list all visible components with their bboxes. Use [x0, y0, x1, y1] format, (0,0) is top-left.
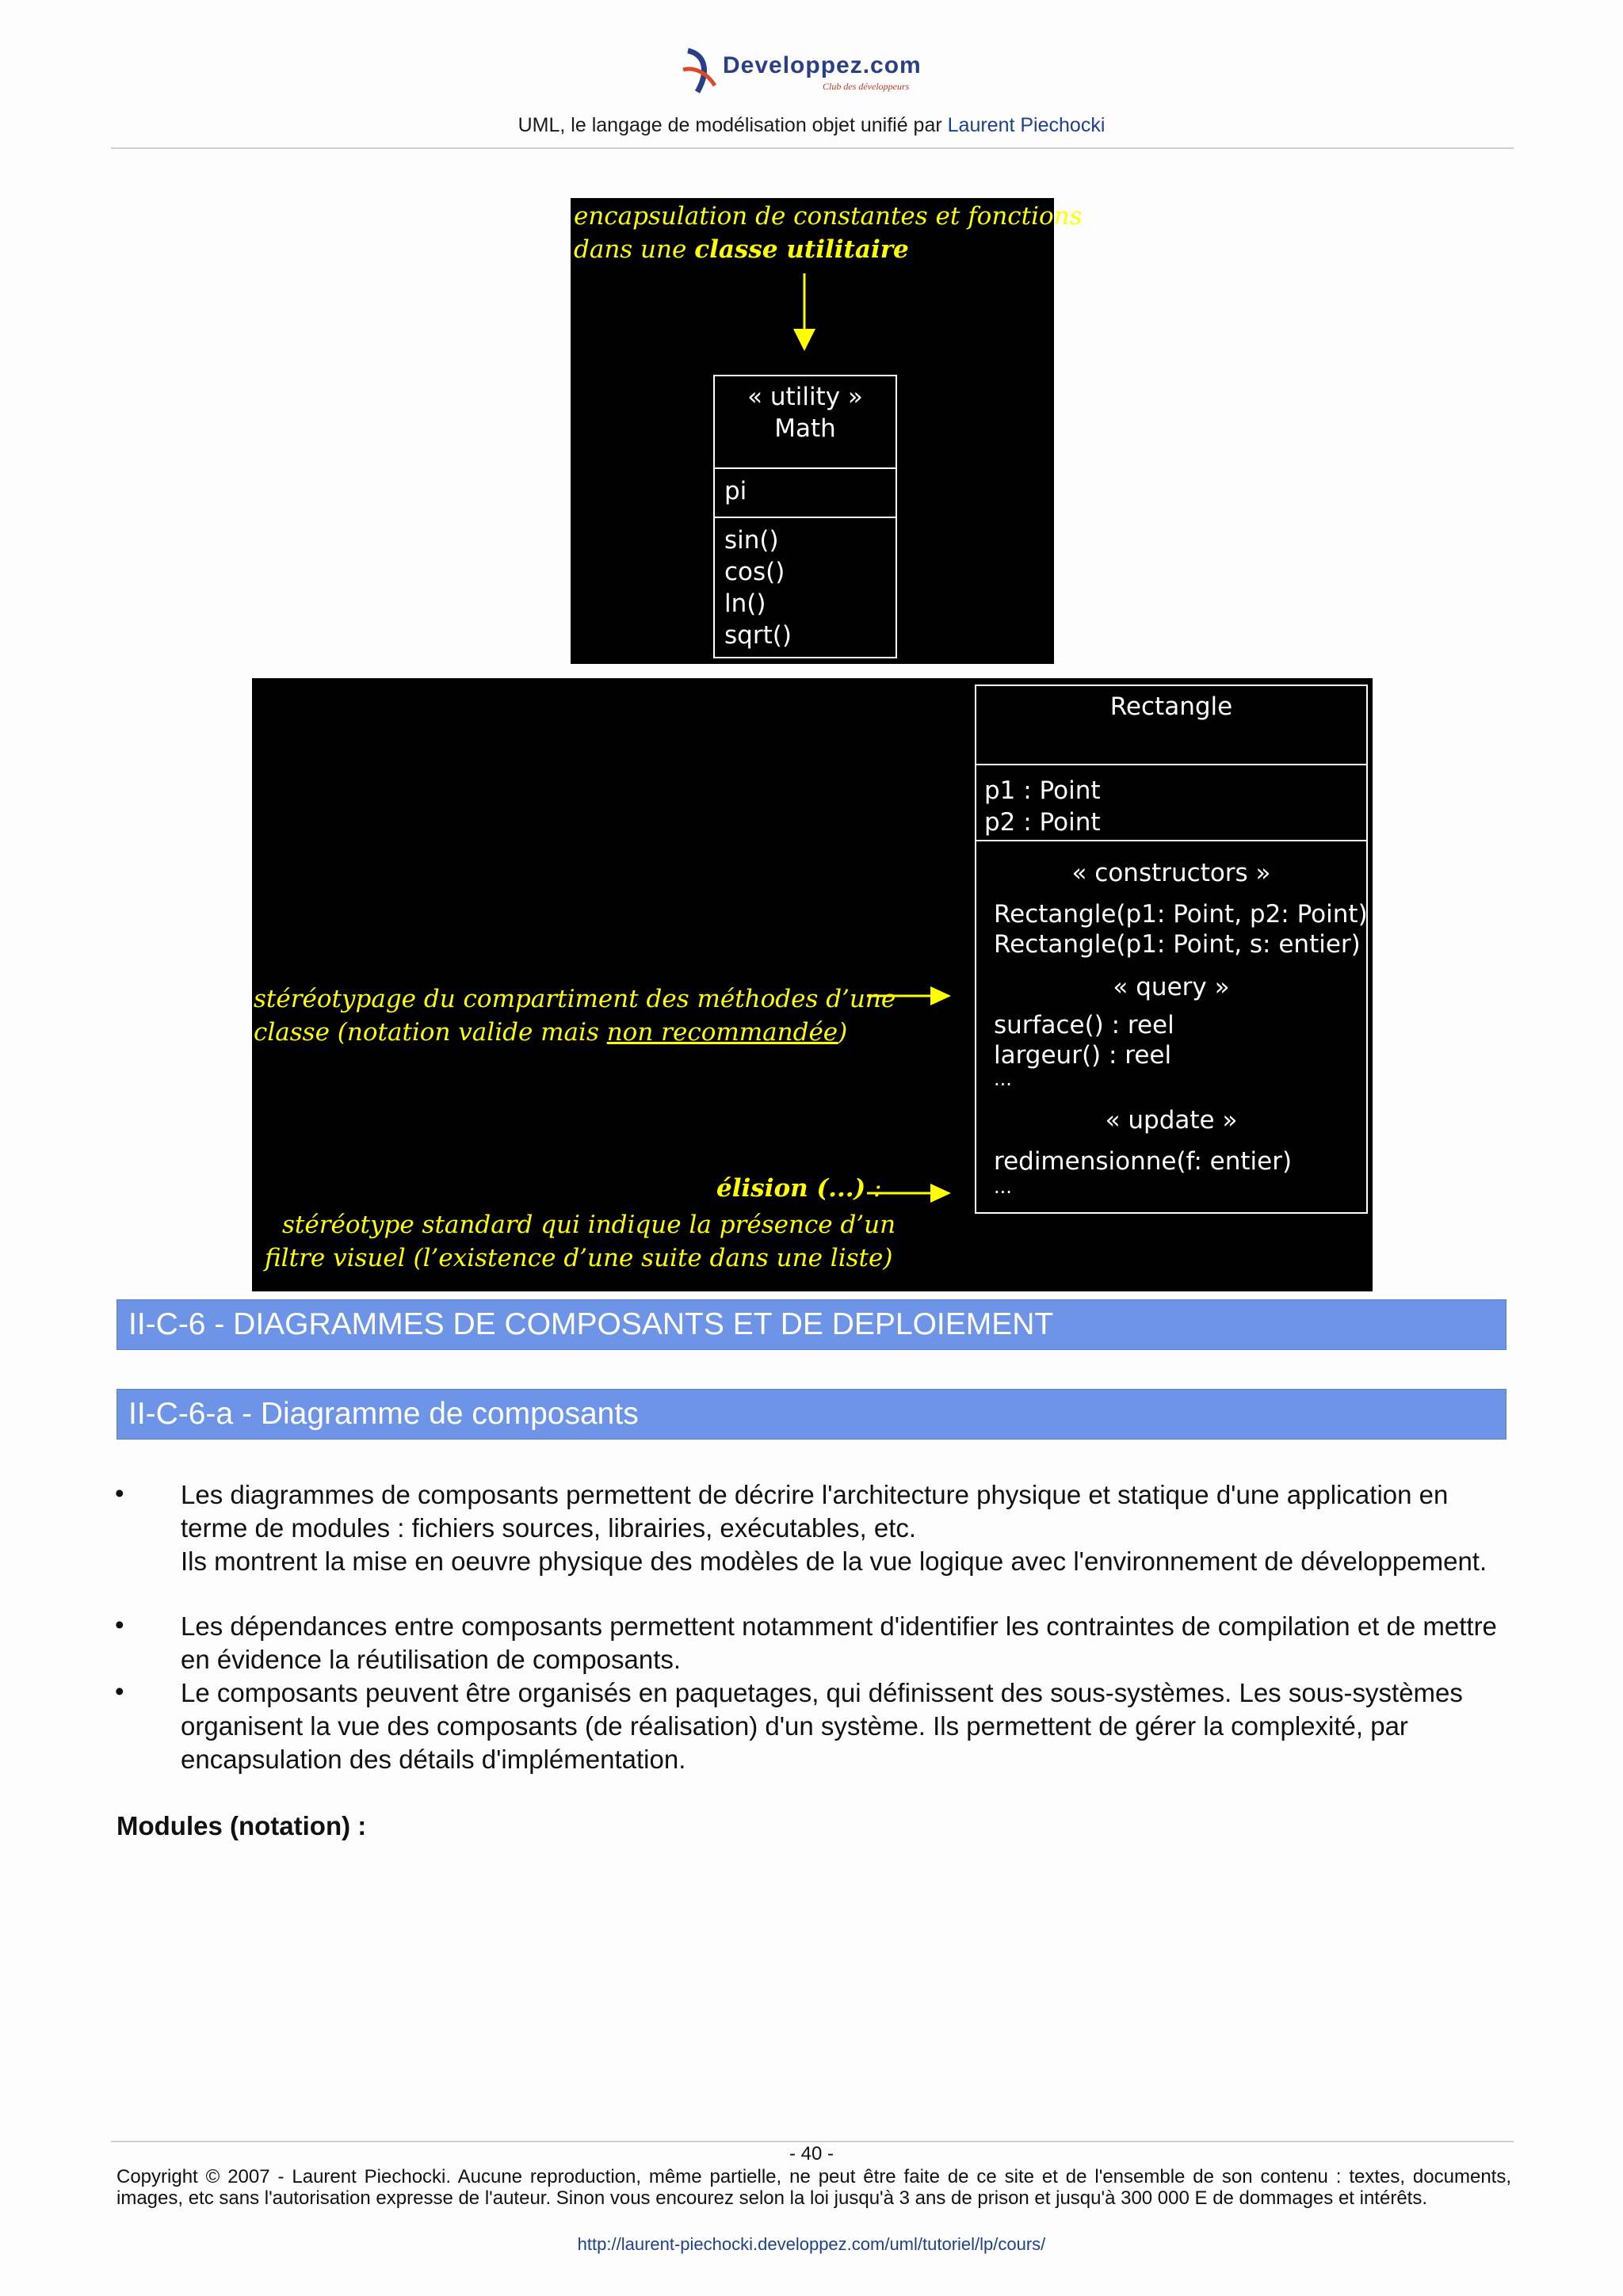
- elision-note-line: filtre visuel (l’existence d’une suite dans une liste): [265, 1244, 893, 1272]
- operation: ln(): [724, 589, 766, 618]
- method-stereotype-note: stéréotypage du compartiment des méthodes d’une classe (notation valide mais non recommandée): [254, 985, 896, 1047]
- compartment-divider: [715, 467, 896, 469]
- logo-text: Developpez.com: [723, 52, 922, 78]
- compartment-divider: [715, 517, 896, 518]
- operation: sqrt(): [724, 621, 792, 650]
- modules-notation-label: Modules (notation) :: [116, 1811, 367, 1840]
- operation: sin(): [724, 526, 779, 555]
- constructor: Rectangle(p1: Point, s: entier): [994, 930, 1361, 959]
- math-class-box: [713, 375, 897, 658]
- bullet-marker: •: [115, 1478, 124, 1508]
- site-logo: [680, 46, 934, 97]
- logo-swoosh-icon: [680, 46, 720, 97]
- elision-note-line: stéréotype standard qui indique la présence d’un: [282, 1211, 896, 1239]
- arrow-right-icon: [867, 1181, 953, 1205]
- header-author-link[interactable]: Laurent Piechocki: [947, 114, 1106, 136]
- attribute: pi: [724, 477, 747, 505]
- attribute: p2 : Point: [984, 808, 1101, 837]
- constructors-stereotype: « constructors »: [1071, 859, 1271, 887]
- section-heading: II-C-6 - DIAGRAMMES DE COMPOSANTS ET DE DEPLOIEMENT: [116, 1299, 1507, 1350]
- utility-note: encapsulation de constantes et fonctions dans une classe utilitaire: [574, 202, 1083, 264]
- bullet-text: Le composants peuvent être organisés en paquetages, qui définissent des sous-systèmes. Les sous-systèmes organisent la vue des composants (de réalisation) d'un système. Ils permettent de gérer la complexité, par encapsulation des détails d'implémentation.: [181, 1678, 1463, 1774]
- operation: cos(): [724, 558, 785, 586]
- query-stereotype: « query »: [1113, 973, 1230, 1001]
- bullet-marker: •: [115, 1610, 124, 1639]
- bullet-text: Les diagrammes de composants permettent de décrire l'architecture physique et statique d'une application en terme de modules : fichiers sources, librairies, exécutables, etc. Ils montrent la mise en oeuvre physique des modèles de la vue logique avec l'environnement de développement.: [181, 1480, 1487, 1576]
- copyright-notice: Copyright © 2007 - Laurent Piechocki. Aucune reproduction, même partielle, ne peut être faite de ce site et de l'ensemble de son contenu : textes, documents, images, etc sans l'autorisation expresse de l'auteur. Sinon vous encourez selon la loi jusqu'à 3 ans de prison et jusqu'à 300 000 E de dommages et intérêts.: [116, 2166, 1511, 2209]
- compartment-divider: [976, 764, 1366, 765]
- utility-class-diagram: [571, 198, 1083, 664]
- class-name: Rectangle: [1109, 692, 1233, 721]
- elision-note-title: élision (...) :: [716, 1174, 882, 1203]
- bullet-marker: •: [115, 1676, 124, 1706]
- logo-subtitle: Club des développeurs: [823, 81, 910, 92]
- bullet-text: Les dépendances entre composants permettent notamment d'identifier les contraintes de compilation et de mettre en évidence la réutilisation de composants.: [181, 1611, 1497, 1674]
- update-stereotype: « update »: [1105, 1106, 1238, 1135]
- query-method: largeur() : reel: [994, 1041, 1172, 1070]
- compartment-divider: [976, 840, 1366, 841]
- constructor: Rectangle(p1: Point, p2: Point): [994, 900, 1368, 929]
- class-stereotype: « utility »: [747, 383, 863, 411]
- query-ellipsis: ...: [994, 1068, 1012, 1090]
- subsection-heading: II-C-6-a - Diagramme de composants: [116, 1389, 1507, 1440]
- footer-divider: [111, 2141, 1514, 2142]
- document-header-title: UML, le langage de modélisation objet unifié par Laurent Piechocki: [517, 114, 1106, 136]
- class-name: Math: [774, 414, 836, 443]
- query-method: surface() : reel: [994, 1011, 1174, 1039]
- update-ellipsis: ...: [994, 1176, 1012, 1198]
- update-method: redimensionne(f: entier): [994, 1147, 1293, 1176]
- header-divider: [111, 147, 1514, 149]
- attribute: p1 : Point: [984, 776, 1101, 805]
- arrow-right-icon: [867, 984, 953, 1008]
- rectangle-class-diagram: [252, 678, 1373, 1291]
- page-number: - 40 -: [789, 2143, 834, 2164]
- arrow-down-icon: [791, 273, 818, 353]
- footer-url-link[interactable]: http://laurent-piechocki.developpez.com/uml/tutoriel/lp/cours/: [577, 2234, 1046, 2254]
- rectangle-class-box: [975, 685, 1368, 1214]
